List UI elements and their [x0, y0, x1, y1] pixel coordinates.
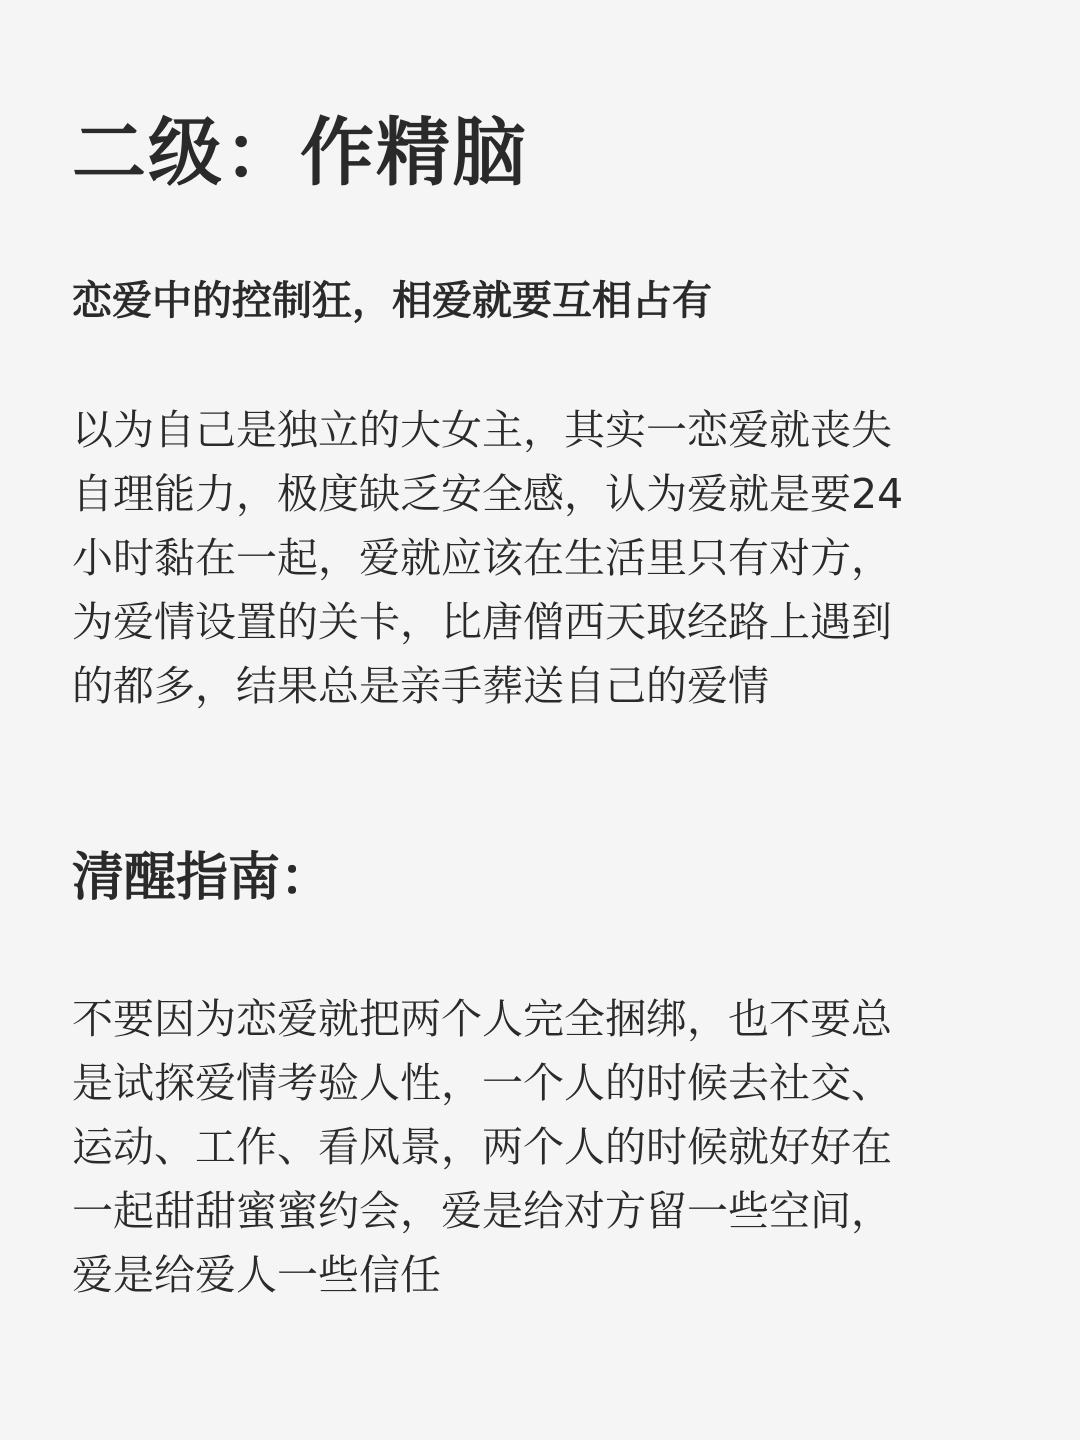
subtitle: 恋爱中的控制狂，相爱就要互相占有 — [72, 278, 712, 324]
description-line: 小时黏在一起，爱就应该在生活里只有对方， — [72, 534, 892, 582]
guide-line: 一起甜甜蜜蜜约会，爱是给对方留一些空间， — [72, 1187, 892, 1235]
guide-line: 不要因为恋爱就把两个人完全捆绑，也不要总 — [72, 995, 892, 1043]
guide-line: 是试探爱情考验人性，一个人的时候去社交、 — [72, 1059, 892, 1107]
guide-paragraph — [72, 987, 892, 1307]
description-line: 的都多，结果总是亲手葬送自己的爱情 — [72, 662, 769, 710]
guide-heading: 清醒指南： — [72, 848, 333, 908]
guide-line: 爱是给爱人一些信任 — [72, 1251, 441, 1299]
description-line: 以为自己是独立的大女主，其实一恋爱就丧失 — [72, 406, 892, 454]
guide-line: 运动、工作、看风景，两个人的时候就好好在 — [72, 1123, 892, 1171]
description-paragraph — [72, 398, 903, 718]
page-title: 二级：作精脑 — [72, 110, 528, 196]
description-line: 为爱情设置的关卡，比唐僧西天取经路上遇到 — [72, 598, 892, 646]
description-line: 自理能力，极度缺乏安全感，认为爱就是要24 — [72, 470, 904, 518]
